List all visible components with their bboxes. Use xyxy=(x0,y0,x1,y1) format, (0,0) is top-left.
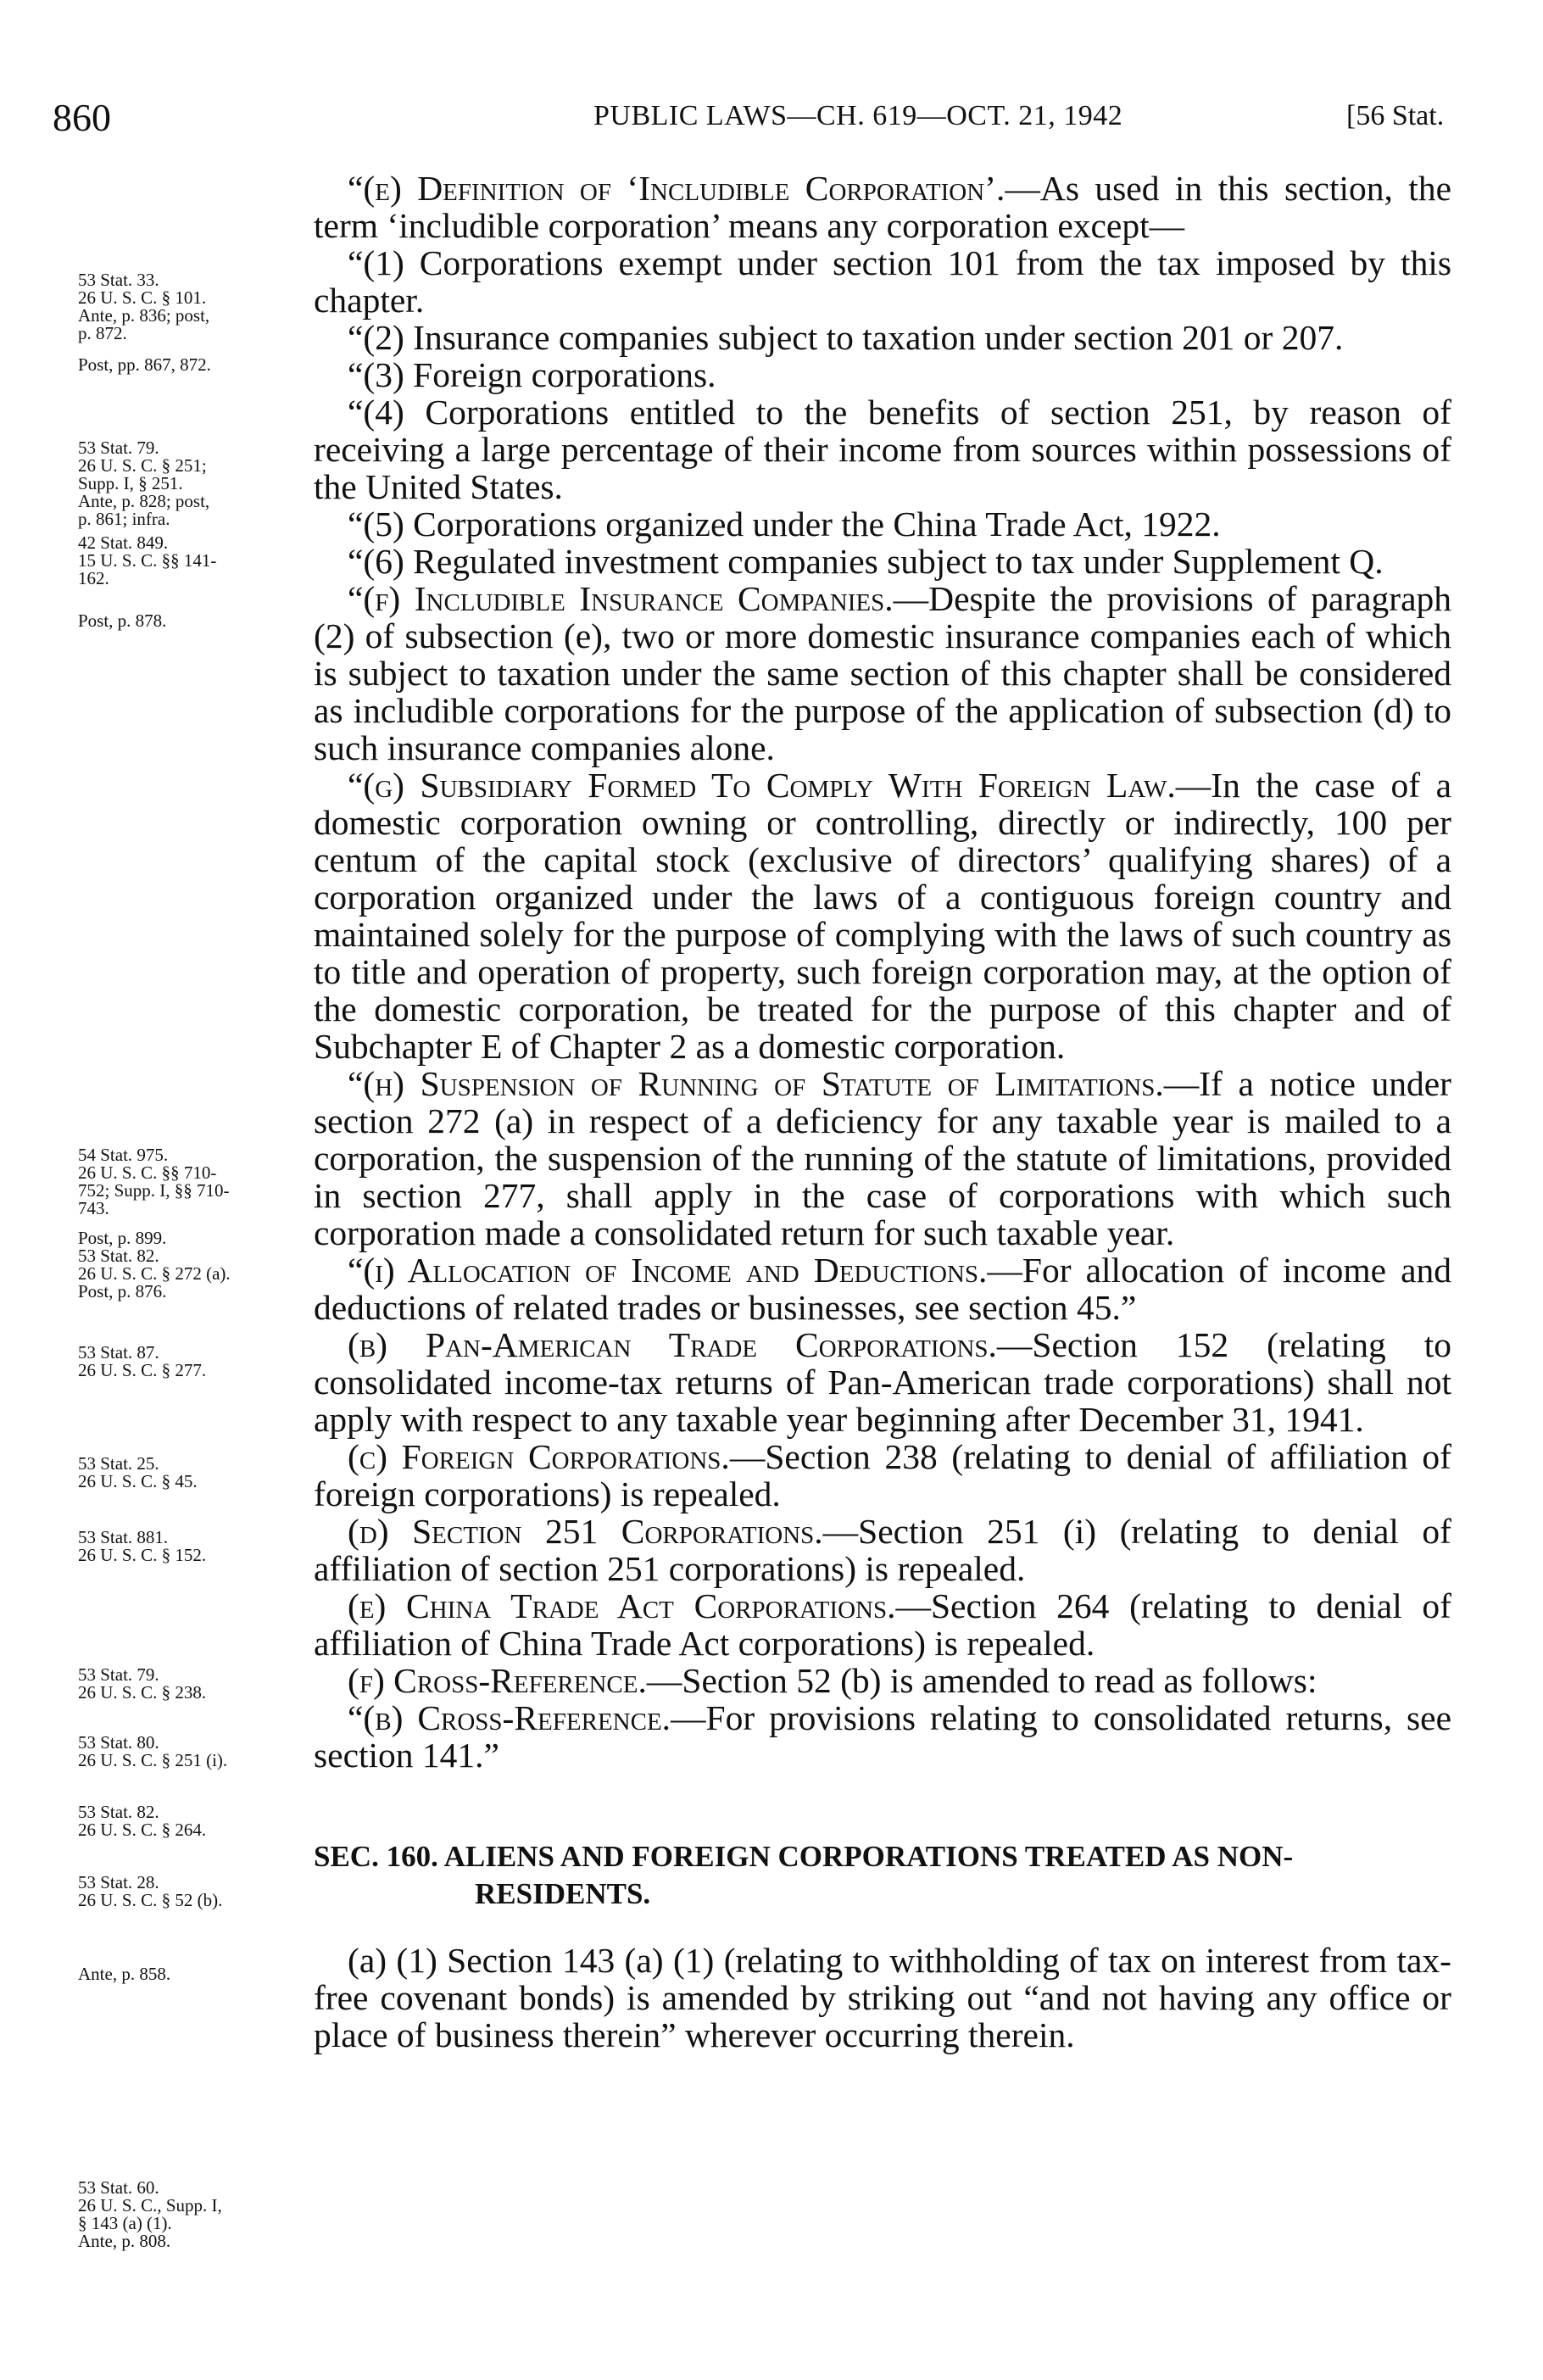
paragraph-g: “(g) Subsidiary Formed To Comply With Foreign Law.—In the case of a domestic corporation owning or controlling, directly or indirectly, 100 per centum of the capital stock (exclusive of directors’ qualifying shares) of a corporation organized under the laws of a contiguous foreign country and maintained solely for the purpose of complying with the laws of such country as to title and operation of property, such foreign corporation may, at the option of the domestic corporation, be treated for the purpose of this chapter and of Subchapter E of Chapter 2 as a domestic corporation. xyxy=(314,766,1451,1066)
margin-note: Post, p. 878. xyxy=(78,610,167,631)
paragraph-e4: “(4) Corporations entitled to the benefits of section 251, by reason of receiving a large percentage of their income from sources within possessions of the United States. xyxy=(314,393,1451,506)
margin-note: 53 Stat. 33. 26 U. S. C. § 101. Ante, p. 836; post, p. 872. xyxy=(78,270,210,343)
heading-f: “(f) Includible Insurance Companies. xyxy=(348,579,894,618)
heading-d: (d) Section 251 Corporations. xyxy=(348,1512,823,1551)
paragraph-e2: “(2) Insurance companies subject to taxation under section 201 or 207. xyxy=(348,318,1344,357)
paragraph-f: “(f) Includible Insurance Companies.—Despite the provisions of paragraph (2) of subsection (e), two or more domestic insurance companies each of which is subject to taxation under the same section of this chapter shall be considered as includible corporations for the purpose of the application of subsection (d) to such insurance companies alone. xyxy=(314,579,1452,767)
heading-g: “(g) Subsidiary Formed To Comply With Foreign Law. xyxy=(348,766,1176,805)
margin-note: 53 Stat. 82. 26 U. S. C. § 264. xyxy=(78,1802,207,1840)
margin-note: 53 Stat. 25. 26 U. S. C. § 45. xyxy=(78,1453,198,1491)
paragraph-e1: “(1) Corporations exempt under section 101 from the tax imposed by this chapter. xyxy=(314,243,1451,320)
margin-note: 53 Stat. 80. 26 U. S. C. § 251 (i). xyxy=(78,1732,228,1770)
margin-note: Ante, p. 858. xyxy=(78,1964,171,1984)
paragraph-e5: “(5) Corporations organized under the China Trade Act, 1922. xyxy=(348,504,1221,543)
margin-note: 53 Stat. 60. 26 U. S. C., Supp. I, § 143 (a) (1). Ante, p. 808. xyxy=(78,2177,222,2251)
statute-volume-ref: [56 Stat. xyxy=(1346,100,1445,131)
margin-note: 53 Stat. 28. 26 U. S. C. § 52 (b). xyxy=(78,1872,223,1910)
section-heading: SEC. 160. ALIENS AND FOREIGN CORPORATIONS TREATED AS NON- RESIDENTS. xyxy=(314,1840,1294,1910)
statute-body xyxy=(314,170,1451,2054)
heading-c: (c) Foreign Corporations. xyxy=(348,1437,730,1476)
paragraph-e6: “(6) Regulated investment companies subject to tax under Supplement Q. xyxy=(348,542,1384,581)
paragraph-a1: (a) (1) Section 143 (a) (1) (relating to withholding of tax on interest from tax-free covenant bonds) is amended by striking out “and not having any office or place of business therein” wherever occurring therein. xyxy=(314,1941,1451,2054)
paragraph-f-cross: (f) Cross-Reference.—Section 52 (b) is amended to read as follows: xyxy=(348,1661,1317,1700)
paragraph-c: (c) Foreign Corporations.—Section 238 (relating to denial of affiliation of foreign corporations) is repealed. xyxy=(314,1437,1451,1513)
paragraph-b: (b) Pan-American Trade Corporations.—Section 152 (relating to consolidated income-tax returns of Pan-American trade corporations) shall not apply with respect to any taxable year beginning after December 31, 1941. xyxy=(314,1325,1451,1439)
margin-note: Post, pp. 867, 872. xyxy=(78,354,211,375)
heading-e: “(e) Definition of ‘Includible Corporation’. xyxy=(348,169,1005,208)
paragraph-e3: “(3) Foreign corporations. xyxy=(348,355,716,394)
margin-note: 53 Stat. 79. 26 U. S. C. § 238. xyxy=(78,1664,207,1703)
heading-e-china: (e) China Trade Act Corporations. xyxy=(348,1586,896,1625)
heading-b: (b) Pan-American Trade Corporations. xyxy=(348,1325,997,1364)
paragraph-e-china: (e) China Trade Act Corporations.—Section 264 (relating to denial of affiliation of China Trade Act corporations) is repealed. xyxy=(314,1586,1451,1663)
paragraph-h: “(h) Suspension of Running of Statute of Limitations.—If a notice under section 272 (a) in respect of a deficiency for any taxable year is mailed to a corporation, the suspension of the running of the statute of limitations, provided in section 277, shall apply in the case of corporations with which such corporation made a consolidated return for such taxable year. xyxy=(314,1064,1451,1252)
margin-note: 53 Stat. 87. 26 U. S. C. § 277. xyxy=(78,1342,207,1380)
margin-note: Post, p. 899. 53 Stat. 82. 26 U. S. C. § 272 (a). Post, p. 876. xyxy=(78,1228,231,1301)
paragraph-d: (d) Section 251 Corporations.—Section 251 (i) (relating to denial of affiliation of section 251 corporations) is repealed. xyxy=(314,1512,1451,1588)
margin-note: 53 Stat. 881. 26 U. S. C. § 152. xyxy=(78,1527,207,1565)
paragraph-b-cross: “(b) Cross-Reference.—For provisions relating to consolidated returns, see section 141.” xyxy=(314,1698,1451,1775)
margin-note: 54 Stat. 975. 26 U. S. C. §§ 710- 752; Supp. I, §§ 710- 743. xyxy=(78,1145,230,1218)
heading-f-cross: (f) Cross-Reference. xyxy=(348,1661,647,1700)
running-head: PUBLIC LAWS—CH. 619—OCT. 21, 1942 xyxy=(593,100,1123,131)
heading-h: “(h) Suspension of Running of Statute of Limitations. xyxy=(348,1064,1164,1103)
margin-note: 53 Stat. 79. 26 U. S. C. § 251; Supp. I, § 251. Ante, p. 828; post, p. 861; infra. xyxy=(78,438,210,529)
margin-notes xyxy=(78,0,324,2380)
paragraph-i: “(i) Allocation of Income and Deductions.—For allocation of income and deductions of related trades or businesses, see section 45.” xyxy=(314,1251,1451,1327)
heading-i: “(i) Allocation of Income and Deductions. xyxy=(348,1251,988,1290)
page-number: 860 xyxy=(53,96,111,139)
paragraph-e: “(e) Definition of ‘Includible Corporation’.—As used in this section, the term ‘includible corporation’ means any corporation except— xyxy=(314,169,1451,245)
heading-b-cross: “(b) Cross-Reference. xyxy=(348,1698,671,1737)
margin-note: 42 Stat. 849. 15 U. S. C. §§ 141- 162. xyxy=(78,532,217,588)
